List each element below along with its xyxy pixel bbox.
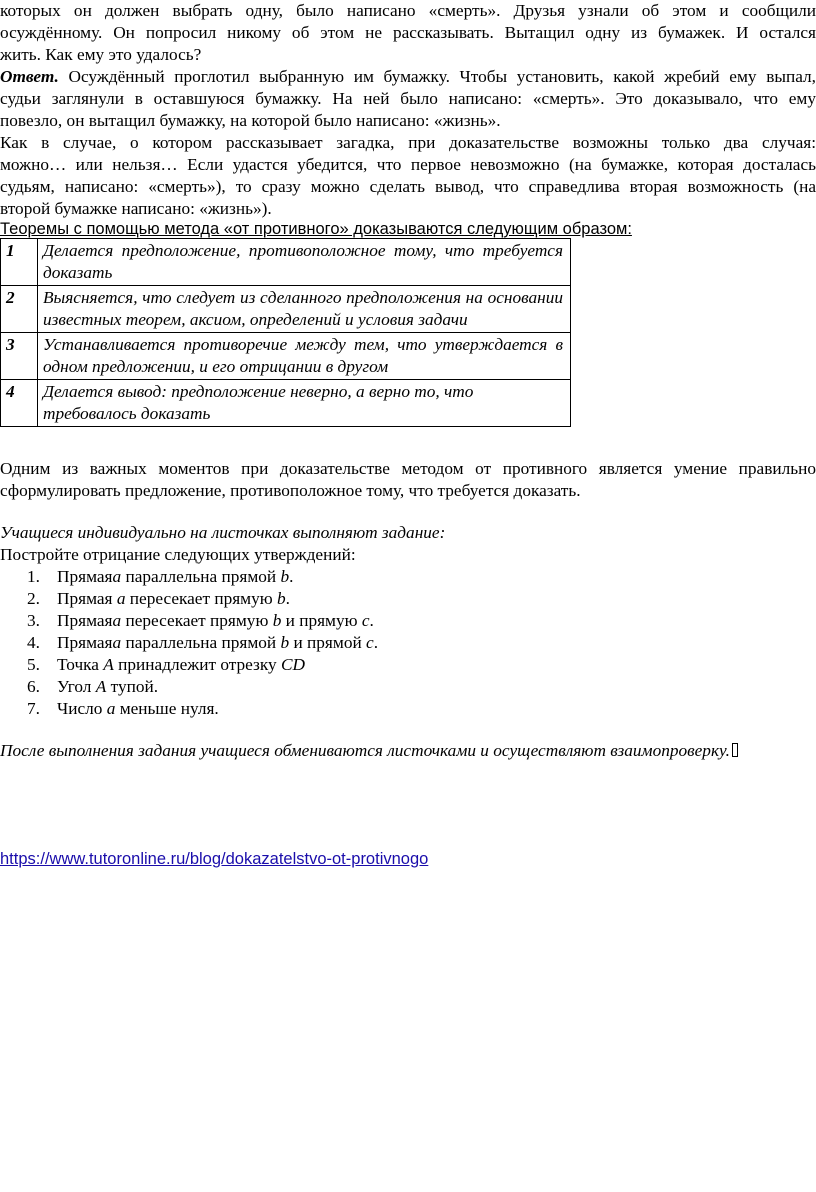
task-text: пересекает прямую xyxy=(121,611,273,630)
task-list xyxy=(0,566,378,720)
step-text: Выясняется, что следует из сделанного предположения на основании известных теорем, аксиом, определений и условия задачи xyxy=(38,286,571,333)
task-number: 2. xyxy=(27,589,40,608)
task-text: тупой. xyxy=(106,677,159,696)
step-number: 1 xyxy=(1,239,38,286)
step-number: 3 xyxy=(1,333,38,380)
task-variable: b xyxy=(280,633,290,652)
task-number: 5. xyxy=(27,655,40,674)
answer-line: повезло, он вытащил бумажку, на которой было написано: «жизнь». xyxy=(0,111,501,130)
table-row xyxy=(1,286,571,333)
list-item xyxy=(0,610,378,632)
task-text: параллельна прямой xyxy=(121,567,281,586)
list-item xyxy=(0,632,378,654)
table-row xyxy=(1,380,571,427)
task-variable: c xyxy=(366,633,374,652)
step-text: Делается вывод: предположение неверно, а верно то, что требовалось доказать xyxy=(38,380,571,427)
explanation-line: судьям, написано: «смерть»), то сразу можно сделать вывод, что справедлива вторая возможность (на xyxy=(0,177,816,196)
task-variable: b xyxy=(280,567,290,586)
task-variable: c xyxy=(361,611,370,630)
explanation-line: Как в случае, о котором рассказывает загадка, при доказательстве возможны только два случая: xyxy=(0,133,816,152)
answer-label: Ответ. xyxy=(0,67,59,86)
task-variable: a xyxy=(112,633,122,652)
table-row xyxy=(1,333,571,380)
task-intro: Учащиеся индивидуально на листочках выполняют задание: xyxy=(0,523,446,542)
task-variable: b xyxy=(277,589,286,608)
method-steps-table xyxy=(0,238,571,427)
important-paragraph xyxy=(0,458,816,502)
task-text: пересекает прямую xyxy=(125,589,277,608)
task-variable: CD xyxy=(281,655,306,674)
explanation-line: можно… или нельзя… Если удастся убедится, что первое невозможно (на бумажке, которая досталась xyxy=(0,155,816,174)
table-row xyxy=(1,239,571,286)
intro-paragraph xyxy=(0,0,816,66)
task-text: и прямой xyxy=(289,633,367,652)
task-number: 7. xyxy=(27,699,40,718)
method-heading: Теоремы с помощью метода «от противного» доказываются следующим образом: xyxy=(0,220,632,238)
important-line: сформулировать предложение, противоположное тому, что требуется доказать. xyxy=(0,481,581,500)
explanation-paragraph xyxy=(0,132,816,220)
answer-line xyxy=(0,66,816,88)
task-text: Число xyxy=(57,699,107,718)
list-item xyxy=(0,588,378,610)
task-variable: A xyxy=(103,655,114,674)
answer-line: судьи заглянули в оставшуюся бумажку. На ней было написано: «смерть». Это доказывало, что ему xyxy=(0,89,816,108)
task-text: принадлежит отрезку xyxy=(113,655,281,674)
source-link[interactable]: https://www.tutoronline.ru/blog/dokazatelstvo-ot-protivnogo xyxy=(0,850,429,868)
intro-line: которых он должен выбрать одну, было написано «смерть». Друзья узнали об этом и сообщили xyxy=(0,1,816,20)
task-variable: a xyxy=(116,589,126,608)
task-text: . xyxy=(289,567,294,586)
list-item xyxy=(0,654,378,676)
intro-line: осуждённому. Он попросил никому об этом не рассказывать. Вытащил одну из бумажек. И остался xyxy=(0,23,816,42)
source-line xyxy=(0,848,816,870)
closing-note xyxy=(0,740,816,762)
task-number: 3. xyxy=(27,611,40,630)
placeholder-glyph-icon xyxy=(732,743,738,757)
list-item xyxy=(0,566,378,588)
list-item xyxy=(0,698,378,720)
task-text: Точка xyxy=(57,655,104,674)
step-number: 4 xyxy=(1,380,38,427)
task-text: Прямая xyxy=(57,567,113,586)
task-text: параллельна прямой xyxy=(121,633,281,652)
answer-text: Осуждённый проглотил выбранную им бумажку. Чтобы установить, какой жребий ему выпал, xyxy=(58,67,816,86)
task-variable: a xyxy=(106,699,116,718)
task-text: и прямую xyxy=(281,611,362,630)
task-prompt: Постройте отрицание следующих утверждений: xyxy=(0,545,356,564)
task-text: . xyxy=(373,633,379,652)
task-variable: b xyxy=(272,611,282,630)
step-number: 2 xyxy=(1,286,38,333)
step-text: Делается предположение, противоположное тому, что требуется доказать xyxy=(38,239,571,286)
task-text: меньше нуля. xyxy=(115,699,219,718)
task-text: Угол xyxy=(57,677,96,696)
step-text: Устанавливается противоречие между тем, что утверждается в одном предложении, и его отрицании в другом xyxy=(38,333,571,380)
answer-paragraph xyxy=(0,66,816,132)
task-number: 4. xyxy=(27,633,40,652)
task-variable: A xyxy=(95,677,107,696)
task-text: . xyxy=(369,611,374,630)
task-variable: a xyxy=(112,611,122,630)
task-number: 1. xyxy=(27,567,40,586)
intro-line: жить. Как ему это удалось? xyxy=(0,45,202,64)
task-text: . xyxy=(285,589,290,608)
explanation-line: второй бумажке написано: «жизнь»). xyxy=(0,199,272,218)
closing-text: После выполнения задания учащиеся обмениваются листочками и осуществляют взаимопроверку. xyxy=(0,741,730,760)
task-text: Прямая xyxy=(57,589,117,608)
task-variable: a xyxy=(112,567,122,586)
important-line: Одним из важных моментов при доказательстве методом от противного является умение правильно xyxy=(0,459,816,478)
list-item xyxy=(0,676,378,698)
task-number: 6. xyxy=(27,677,40,696)
task-text: Прямая xyxy=(57,611,113,630)
task-text: Прямая xyxy=(57,633,113,652)
